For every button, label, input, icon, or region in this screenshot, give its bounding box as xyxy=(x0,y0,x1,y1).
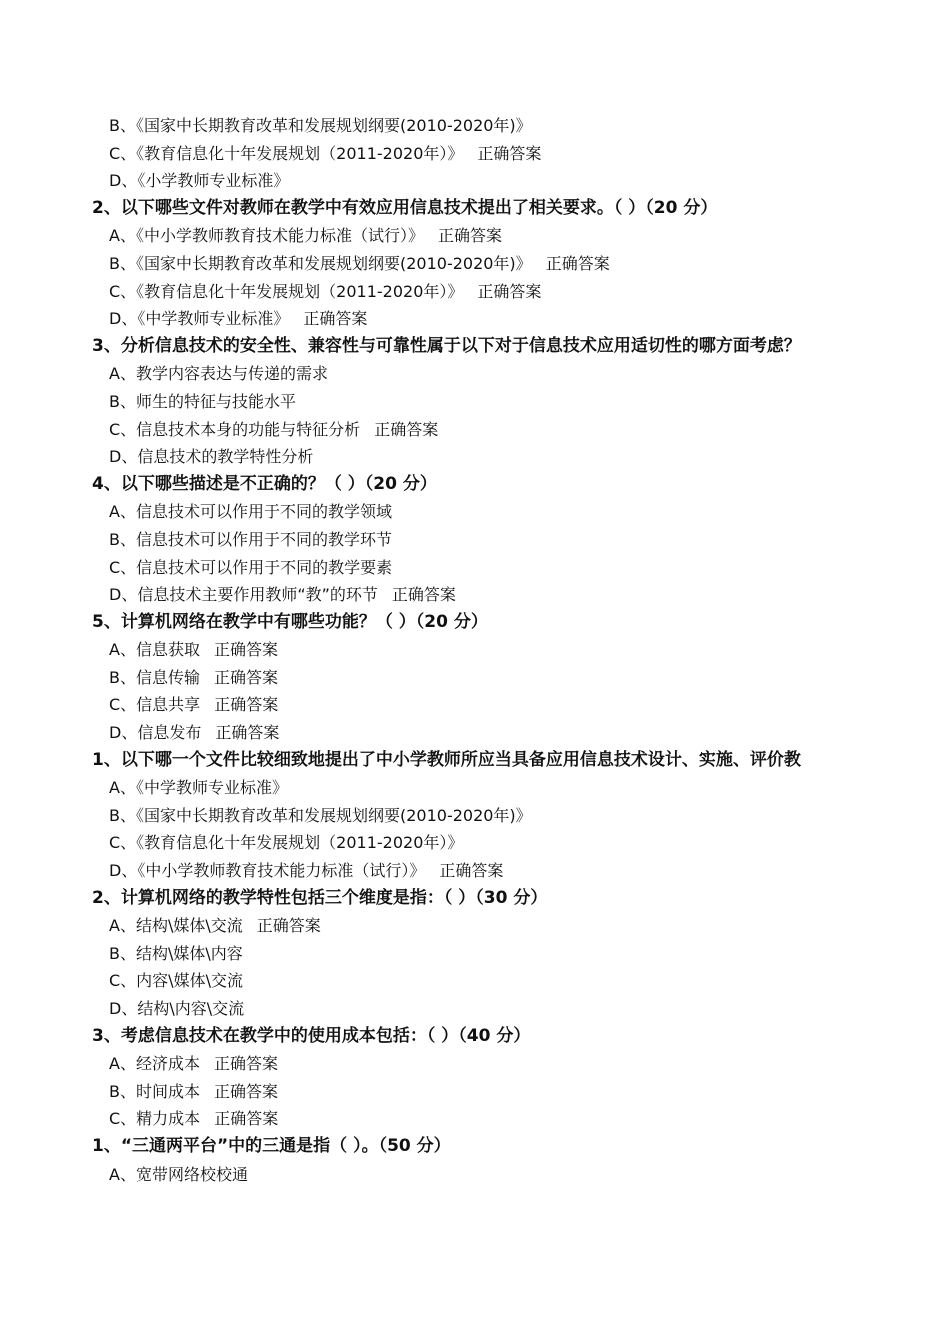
answer-option xyxy=(109,664,950,692)
correct-answer-mark: 正确答案 xyxy=(215,723,280,743)
answer-option xyxy=(109,829,950,857)
correct-answer-mark: 正确答案 xyxy=(545,253,610,273)
correct-answer-mark: 正确答案 xyxy=(374,419,439,439)
option-text: A、《中学教师专业标准》 xyxy=(109,778,288,798)
option-text: D、《小学教师专业标准》 xyxy=(109,171,290,191)
answer-option xyxy=(109,636,950,664)
option-text: C、信息技术可以作用于不同的教学要素 xyxy=(109,557,393,577)
option-text: D、信息发布 xyxy=(109,723,202,743)
question-text: 4、以下哪些描述是不正确的？（ ）（20 分） xyxy=(92,473,437,494)
answer-option xyxy=(109,140,950,168)
option-text: D、结构\内容\交流 xyxy=(109,999,245,1018)
option-text: A、结构\媒体\交流 xyxy=(109,916,243,936)
answer-option xyxy=(109,719,950,747)
answer-option xyxy=(109,167,950,195)
answer-option xyxy=(109,581,950,609)
option-text: B、结构\媒体\内容 xyxy=(109,943,243,963)
correct-answer-mark: 正确答案 xyxy=(213,667,278,687)
question-text: 3、考虑信息技术在教学中的使用成本包括：（ ）（40 分） xyxy=(92,1025,531,1046)
answer-option xyxy=(109,1050,950,1078)
correct-answer-mark: 正确答案 xyxy=(437,226,502,246)
answer-option xyxy=(109,967,950,995)
question-text: 1、“三通两平台”中的三通是指（ ）。（50 分） xyxy=(92,1135,451,1156)
answer-option xyxy=(109,250,950,278)
option-text: A、《中小学教师教育技术能力标准（试行）》 xyxy=(109,226,424,246)
answer-option xyxy=(109,1105,950,1133)
option-text: C、《教育信息化十年发展规划（2011-2020年）》 xyxy=(109,833,464,853)
correct-answer-mark: 正确答案 xyxy=(213,640,278,660)
option-text: C、《教育信息化十年发展规划（2011-2020年）》 xyxy=(109,281,464,301)
option-text: A、宽带网络校校通 xyxy=(109,1164,248,1184)
option-text: C、信息技术本身的功能与特征分析 xyxy=(109,419,361,439)
answer-option xyxy=(109,526,950,554)
option-text: C、信息共享 xyxy=(109,695,201,715)
answer-option xyxy=(109,112,950,140)
question-text: 1、以下哪一个文件比较细致地提出了中小学教师所应当具备应用信息技术设计、实施、评价教 xyxy=(92,749,801,770)
correct-answer-mark: 正确答案 xyxy=(213,1081,278,1101)
answer-option xyxy=(109,443,950,471)
answer-option xyxy=(109,554,950,582)
option-text: B、信息传输 xyxy=(109,667,200,687)
answer-option xyxy=(109,222,950,250)
question-text: 2、以下哪些文件对教师在教学中有效应用信息技术提出了相关要求。（ ）（20 分） xyxy=(92,197,718,218)
option-text: D、信息技术的教学特性分析 xyxy=(109,447,314,467)
answer-option xyxy=(109,416,950,444)
answer-option xyxy=(109,995,950,1023)
correct-answer-mark: 正确答案 xyxy=(214,695,279,715)
answer-option xyxy=(109,360,950,388)
document-page xyxy=(0,112,950,1188)
answer-option xyxy=(109,802,950,830)
option-text: B、《国家中长期教育改革和发展规划纲要(2010-2020年)》 xyxy=(109,253,532,273)
option-text: B、师生的特征与技能水平 xyxy=(109,391,296,411)
option-text: B、《国家中长期教育改革和发展规划纲要(2010-2020年)》 xyxy=(109,116,532,135)
option-text: A、信息获取 xyxy=(109,640,200,660)
correct-answer-mark: 正确答案 xyxy=(477,143,542,163)
correct-answer-mark: 正确答案 xyxy=(213,1054,278,1074)
option-text: B、信息技术可以作用于不同的教学环节 xyxy=(109,529,392,549)
option-text: C、内容\媒体\交流 xyxy=(109,971,243,991)
correct-answer-mark: 正确答案 xyxy=(256,916,321,936)
option-text: C、精力成本 xyxy=(109,1109,201,1129)
correct-answer-mark: 正确答案 xyxy=(303,309,368,329)
answer-option xyxy=(109,1078,950,1106)
correct-answer-mark: 正确答案 xyxy=(214,1109,279,1129)
answer-option xyxy=(109,388,950,416)
answer-option xyxy=(109,774,950,802)
answer-option xyxy=(109,1161,950,1189)
question-text: 2、计算机网络的教学特性包括三个维度是指：（ ）（30 分） xyxy=(92,887,548,908)
correct-answer-mark: 正确答案 xyxy=(439,861,504,881)
correct-answer-mark: 正确答案 xyxy=(391,585,456,605)
answer-option xyxy=(109,305,950,333)
option-text: A、教学内容表达与传递的需求 xyxy=(109,364,328,384)
answer-option xyxy=(109,912,950,940)
answer-option xyxy=(109,940,950,968)
question-text: 3、分析信息技术的安全性、兼容性与可靠性属于以下对于信息技术应用适切性的哪方面考虑？ xyxy=(92,335,801,356)
option-text: D、信息技术主要作用教师“教”的环节 xyxy=(109,585,378,605)
answer-option xyxy=(109,278,950,306)
question-text: 5、计算机网络在教学中有哪些功能？（ ）（20 分） xyxy=(92,611,488,632)
option-text: A、信息技术可以作用于不同的教学领域 xyxy=(109,502,392,522)
answer-option xyxy=(109,498,950,526)
correct-answer-mark: 正确答案 xyxy=(477,281,542,301)
answer-option xyxy=(109,691,950,719)
option-text: B、时间成本 xyxy=(109,1081,200,1101)
option-text: D、《中小学教师教育技术能力标准（试行）》 xyxy=(109,861,426,881)
answer-option xyxy=(109,857,950,885)
option-text: B、《国家中长期教育改革和发展规划纲要(2010-2020年)》 xyxy=(109,805,532,825)
option-text: A、经济成本 xyxy=(109,1054,200,1074)
option-text: C、《教育信息化十年发展规划（2011-2020年）》 xyxy=(109,143,464,163)
option-text: D、《中学教师专业标准》 xyxy=(109,309,290,329)
